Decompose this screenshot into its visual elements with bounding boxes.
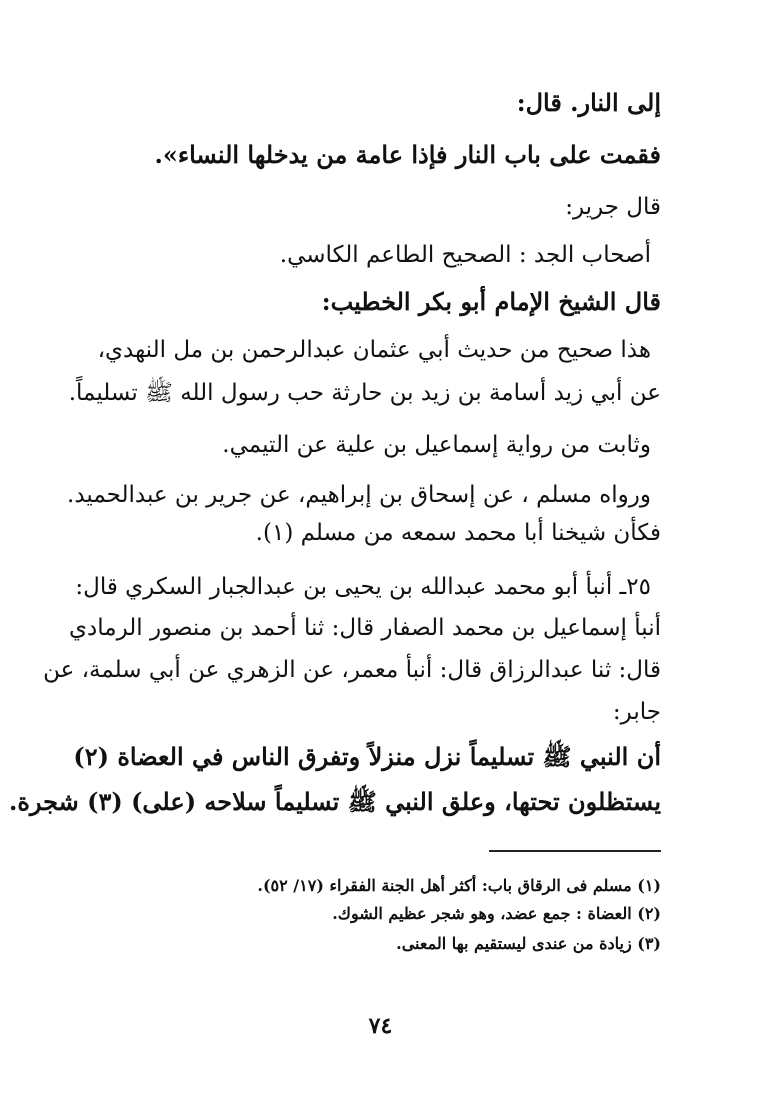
- section-heading: قال الشيخ الإمام أبو بكر الخطيب:: [321, 287, 661, 316]
- text-line: أنبأ إسماعيل بن محمد الصفار قال: ثنا أحمد بن منصور الرمادي: [69, 615, 661, 641]
- footnote-separator: [489, 850, 661, 852]
- hadith-text-line: أن النبي ﷺ تسليماً نزل منزلاً وتفرق الناس في العضاة (٢): [73, 742, 661, 771]
- hadith-quote-line: فقمت على باب النار فإذا عامة من يدخلها النساء».: [154, 140, 661, 169]
- page-number: ٧٤: [368, 1013, 393, 1039]
- footnote-3: (٣) زيادة من عندى ليستقيم بها المعنى.: [396, 934, 661, 953]
- text-line: فكأن شيخنا أبا محمد سمعه من مسلم (١).: [255, 520, 661, 546]
- text-line: ورواه مسلم ، عن إسحاق بن إبراهيم، عن جرير بن عبدالحميد.: [67, 482, 651, 508]
- text-line: وثابت من رواية إسماعيل بن علية عن التيمي.: [222, 432, 651, 458]
- text-line: هذا صحيح من حديث أبي عثمان عبدالرحمن بن مل النهدي،: [97, 337, 651, 363]
- text-line: قال جرير:: [565, 194, 661, 220]
- isnad-line: ٢٥ـ أنبأ أبو محمد عبدالله بن يحيى بن عبدالجبار السكري قال:: [75, 574, 651, 600]
- text-line: إلى النار. قال:: [516, 88, 661, 117]
- footnote-2: (٢) العضاة : جمع عضد، وهو شجر عظيم الشوك.: [332, 904, 661, 923]
- text-line: قال: ثنا عبدالرزاق قال: أنبأ معمر، عن الزهري عن أبي سلمة، عن: [43, 657, 661, 683]
- text-line: عن أبي زيد أسامة بن زيد بن حارثة حب رسول الله ﷺ تسليماً.: [68, 380, 661, 406]
- text-line: جابر:: [612, 699, 661, 725]
- hadith-text-line: يستظلون تحتها، وعلق النبي ﷺ تسليماً سلاحه (على) (٣) شجرة.: [8, 787, 661, 816]
- footnote-1: (١) مسلم فى الرقاق باب: أكثر أهل الجنة الفقراء (١٧/ ٥٢).: [257, 876, 661, 895]
- text-line: أصحاب الجد : الصحيح الطاعم الكاسي.: [279, 242, 651, 268]
